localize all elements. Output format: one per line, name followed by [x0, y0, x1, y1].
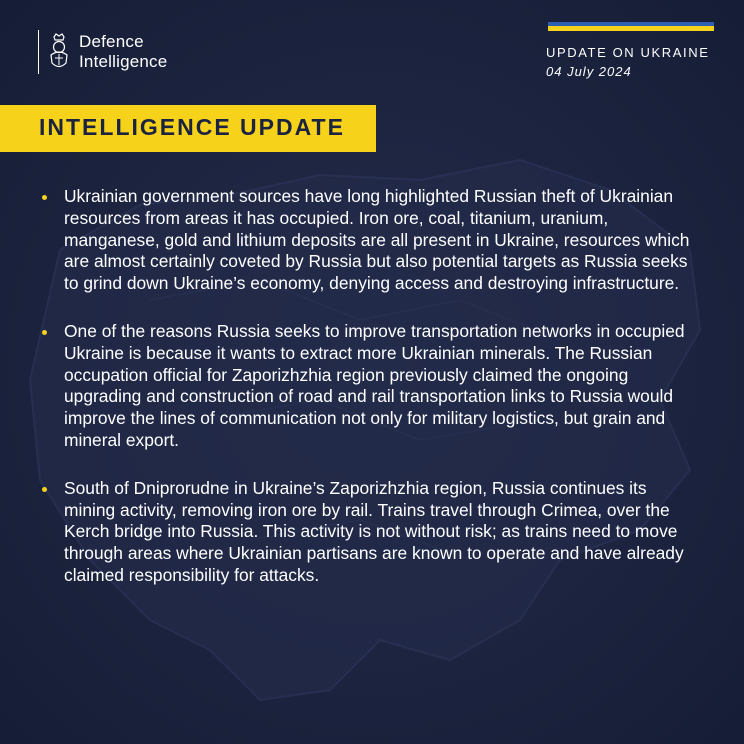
- bullet-dot-icon: [42, 487, 47, 492]
- list-item: [42, 478, 702, 587]
- logo-divider: [38, 30, 39, 74]
- logo-text: [79, 32, 167, 72]
- flag-yellow-stripe: [548, 26, 714, 31]
- bullet-list: [42, 186, 702, 613]
- ukraine-flag-stripe: [548, 22, 714, 31]
- list-item: [42, 321, 702, 452]
- update-date: 04 July 2024: [546, 64, 632, 79]
- update-label: UPDATE ON UKRAINE: [546, 45, 710, 60]
- intelligence-update-banner: [0, 105, 376, 152]
- bullet-dot-icon: [42, 330, 47, 335]
- royal-crest-icon: [47, 33, 71, 71]
- logo-line-defence: Defence: [79, 32, 144, 51]
- banner-title: INTELLIGENCE UPDATE: [39, 114, 345, 140]
- list-item: [42, 186, 702, 295]
- bullet-text: South of Dniprorudne in Ukraine’s Zaporizhzhia region, Russia continues its mining activity, removing iron ore by rail. Trains travel through Crimea, over the Kerch bridge into Russia. This activity is not without risk; as trains need to move through areas where Ukrainian partisans are known to operate and have already claimed responsibility for attacks.: [64, 477, 684, 585]
- defence-intelligence-logo: [38, 30, 167, 74]
- bullet-text: One of the reasons Russia seeks to improve transportation networks in occupied Ukraine is because it wants to extract more Ukrainian minerals. The Russian occupation official for Zaporizhzhia region previously claimed the ongoing upgrading and construction of road and rail transportation links to Russia would improve the lines of communication not only for military logistics, but grain and mineral export.: [64, 320, 685, 450]
- bullet-text: Ukrainian government sources have long highlighted Russian theft of Ukrainian resources from areas it has occupied. Iron ore, coal, titanium, uranium, manganese, gold and lithium deposits are all present in Ukraine, resources which are almost certainly coveted by Russia but also potential targets as Russia seeks to grind down Ukraine’s economy, denying access and destroying infrastructure.: [64, 186, 690, 294]
- bullet-dot-icon: [42, 195, 47, 200]
- logo-line-intelligence: Intelligence: [79, 52, 168, 71]
